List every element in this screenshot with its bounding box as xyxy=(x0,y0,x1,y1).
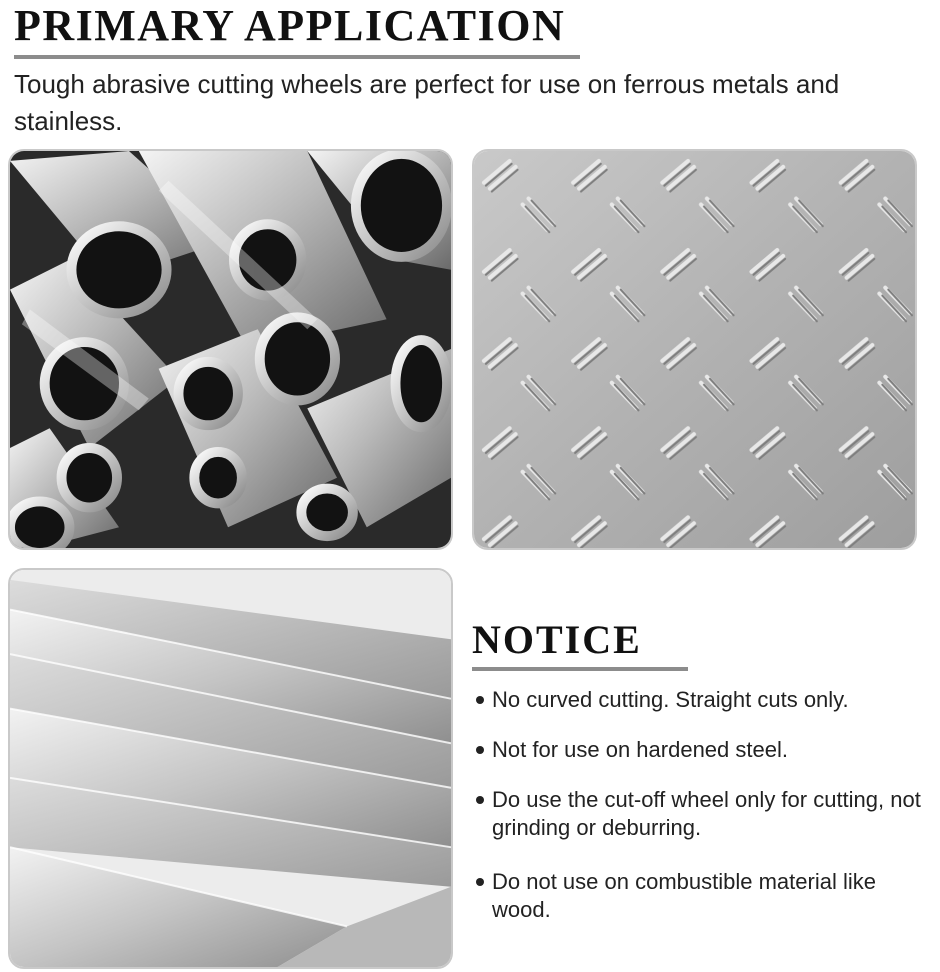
notice-title: NOTICE xyxy=(472,617,642,662)
steel-pipes-image xyxy=(8,149,453,550)
title-divider xyxy=(14,55,580,59)
notice-item-text: Do not use on combustible material like wood. xyxy=(492,869,876,922)
notice-item-text: Not for use on hardened steel. xyxy=(492,737,788,762)
notice-item-text: No curved cutting. Straight cuts only. xyxy=(492,687,849,712)
notice-item xyxy=(474,868,938,924)
intro-text: Tough abrasive cutting wheels are perfect for use on ferrous metals and stainless. xyxy=(14,69,840,136)
bullet-icon xyxy=(476,878,484,886)
steel-sheets-image xyxy=(8,568,453,969)
notice-item xyxy=(474,686,938,714)
tread-plate-image xyxy=(472,149,917,550)
notice-item xyxy=(474,736,938,764)
bullet-icon xyxy=(476,796,484,804)
bullet-icon xyxy=(476,746,484,754)
notice-list xyxy=(474,686,938,924)
page-title: PRIMARY APPLICATION xyxy=(14,1,566,50)
bullet-icon xyxy=(476,696,484,704)
notice-divider xyxy=(472,667,688,671)
notice-item-text: Do use the cut-off wheel only for cutting, not grinding or deburring. xyxy=(492,787,921,840)
notice-item xyxy=(474,786,938,842)
